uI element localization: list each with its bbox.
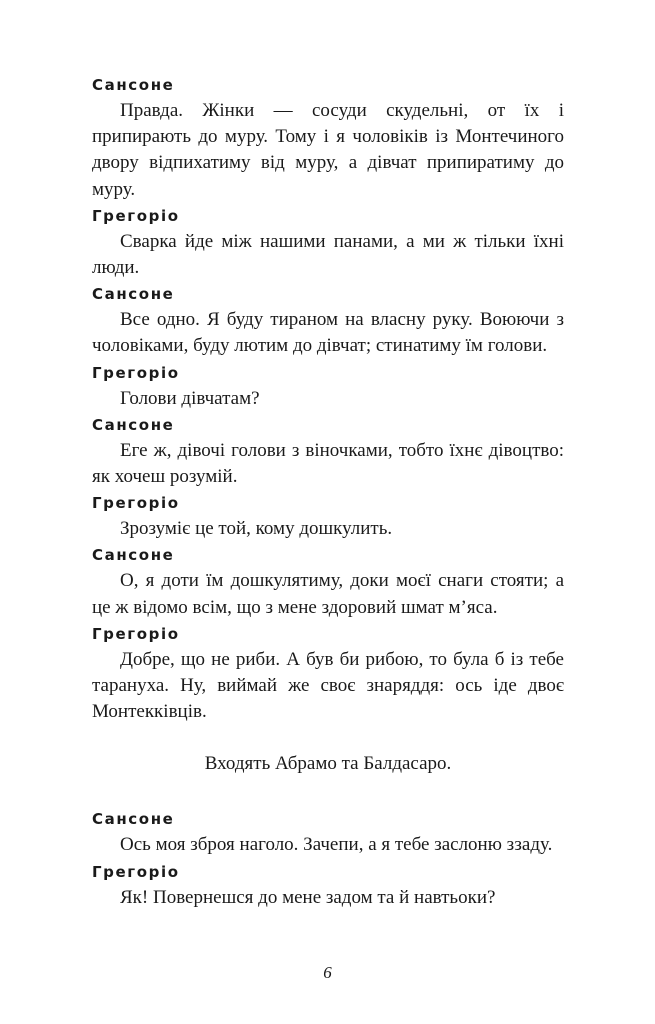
dialogue-line: Все одно. Я буду тираном на власну руку. Воюючи з чоловіками, буду лютим до дівчат; стинатиму їм голови. xyxy=(92,309,564,357)
dialogue-line: Правда. Жінки — сосуди скудельні, от їх і припирають до муру. Тому і я чоловіків із Монтечиного двору відпихатиму від муру, а дівчат припиратиму до муру. xyxy=(92,100,564,200)
dialogue-line: Як! Повернешся до мене задом та й навтьоки? xyxy=(120,886,496,908)
dialogue-line: Ось моя зброя наголо. Зачепи, а я тебе заслоню ззаду. xyxy=(120,834,553,856)
dialogue-line: О, я доти їм дошкулятиму, доки моєї снаги стояти; а це ж відомо всім, що з мене здоровий шмат м’яса. xyxy=(92,570,564,618)
dialogue-line: Голови дівчатам? xyxy=(120,387,260,409)
stage-direction: Входять Абрамо та Балдасаро. xyxy=(204,753,452,775)
page-text-block xyxy=(92,72,564,911)
speaker-name: Сансоне xyxy=(92,285,175,304)
speaker-name: Сансоне xyxy=(92,415,175,434)
speaker-name: Сансоне xyxy=(92,546,175,565)
dialogue-line: Добре, що не риби. А був би рибою, то була б із тебе тарануха. Ну, виймай же своє знаряддя: ось іде двоє Монтекківців. xyxy=(92,648,564,723)
dialogue-line: Зрозуміє це той, кому дошкулить. xyxy=(120,518,393,540)
speaker-name: Грегоріо xyxy=(92,363,180,382)
speaker-name: Грегоріо xyxy=(92,862,180,881)
dialogue-line: Еге ж, дівочі голови з віночками, тобто їхнє дівоцтво: як хочеш розумій. xyxy=(92,439,564,488)
speaker-name: Сансоне xyxy=(92,810,175,829)
speaker-name: Грегоріо xyxy=(92,494,180,513)
speaker-name: Грегоріо xyxy=(92,206,180,225)
dialogue-line: Сварка йде між нашими панами, а ми ж тільки їхні люди. xyxy=(92,230,564,279)
speaker-name: Грегоріо xyxy=(92,624,180,643)
page-number: 6 xyxy=(323,963,332,982)
speaker-name: Сансоне xyxy=(92,76,175,94)
